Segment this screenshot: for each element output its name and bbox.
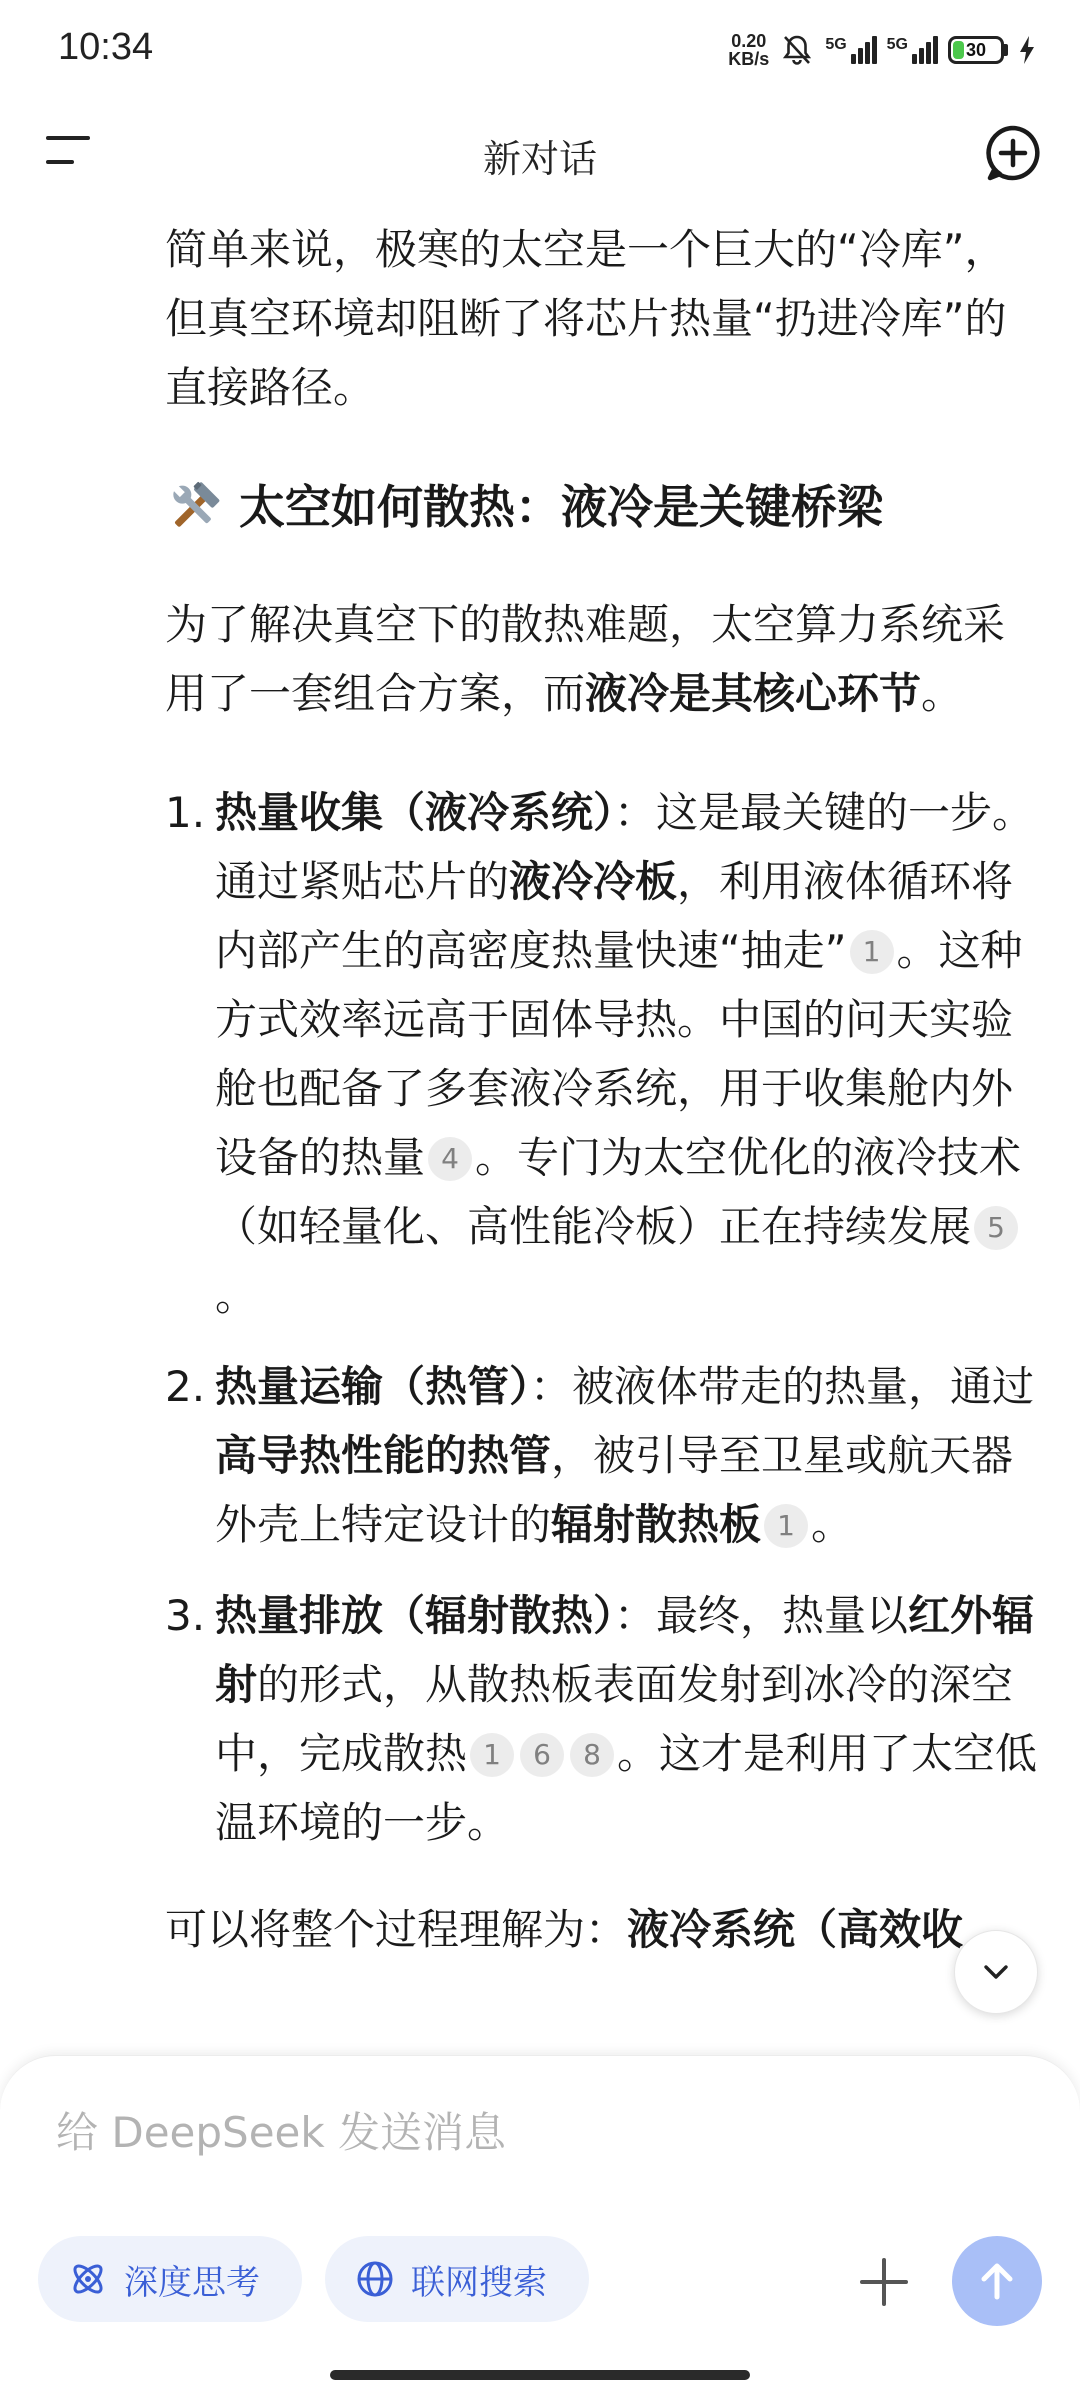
citation-badge[interactable]: 5 <box>974 1206 1018 1250</box>
status-icons <box>728 28 1036 72</box>
attach-button[interactable] <box>856 2254 912 2310</box>
step-bold: 红外辐射 <box>215 1591 1035 1709</box>
step-title: 热量运输（热管） <box>215 1362 531 1411</box>
step-text: 的形式，从散热板表面发射到冰冷的深空中，完成散热 <box>215 1660 1014 1778</box>
signal-sim1-icon <box>825 36 876 64</box>
step-text: 。这才是利用了太空低温环境的一步。 <box>215 1729 1038 1847</box>
message-composer <box>0 2055 1080 2401</box>
citation-badge[interactable]: 8 <box>570 1733 614 1777</box>
paragraph-text: 可以将整个过程理解为： <box>165 1905 628 1954</box>
charging-bolt-icon <box>1018 35 1036 65</box>
citation-badge[interactable]: 1 <box>764 1504 808 1548</box>
network-speed-unit: KB/s <box>728 49 770 69</box>
step-bold: 高导热性能的热管 <box>215 1431 552 1480</box>
web-search-toggle[interactable] <box>325 2236 589 2322</box>
section-heading-text: 太空如何散热：液冷是关键桥梁 <box>239 480 883 534</box>
list-item <box>165 1352 1045 1559</box>
steps-list <box>165 778 1045 1857</box>
citation-badge[interactable]: 4 <box>428 1137 472 1181</box>
sim2-label: 5G <box>886 36 908 53</box>
battery-level: 30 <box>965 39 987 60</box>
citation-badge[interactable]: 6 <box>520 1733 564 1777</box>
paragraph-summary-partial <box>165 1895 1045 1964</box>
message-input[interactable] <box>56 2108 856 2157</box>
sim1-label: 5G <box>825 36 847 53</box>
paragraph-intro-text: 为了解决真空下的散热难题，太空算力系统采用了一套组合方案，而 <box>165 600 1006 718</box>
atom-icon <box>68 2259 108 2299</box>
step-text: 。专门为太空优化的液冷技术（如轻量化、高性能冷板）正在持续发展 <box>215 1133 1022 1251</box>
new-chat-button[interactable] <box>984 124 1042 182</box>
deepthink-toggle[interactable] <box>38 2236 302 2322</box>
step-bold: 液冷冷板 <box>509 857 678 906</box>
paragraph-intro-bold: 液冷是其核心环节 <box>585 669 922 718</box>
signal-sim2-icon <box>887 36 938 64</box>
network-speed-value: 0.20 <box>731 31 767 51</box>
chat-message <box>165 215 1045 1964</box>
step-number: 2. <box>165 1362 206 1411</box>
new-chat-icon <box>984 124 1042 182</box>
app-header <box>0 112 1080 192</box>
globe-icon <box>355 2259 395 2299</box>
step-text: 。这种方式效率远高于固体导热。中国的问天实验舱也配备了多套液冷系统，用于收集舱内外设备的热量 <box>215 926 1023 1182</box>
plus-icon <box>856 2254 912 2310</box>
chevron-down-icon <box>978 1954 1014 1990</box>
status-time: 10:34 <box>58 26 154 68</box>
paragraph-summary: 简单来说，极寒的太空是一个巨大的“冷库”，但真空环境却阻断了将芯片热量“扔进冷库”的直接路径。 <box>165 225 1007 412</box>
step-text: ：这是最关键的一步。通过紧贴芯片的 <box>215 788 1035 906</box>
citation-badge[interactable]: 1 <box>470 1733 514 1777</box>
network-speed <box>728 32 769 68</box>
paragraph-bold: 液冷系统（高效收 <box>627 1905 964 1954</box>
step-title: 热量排放（辐射散热） <box>215 1591 615 1640</box>
arrow-up-icon <box>975 2259 1019 2303</box>
paragraph-intro-end: 。 <box>921 669 964 718</box>
status-bar <box>0 0 1080 100</box>
scroll-to-bottom-button[interactable] <box>954 1930 1038 2014</box>
step-text: ：最终，热量以 <box>614 1591 909 1640</box>
citation-badge[interactable]: 1 <box>850 930 894 974</box>
step-title: 热量收集（液冷系统） <box>215 788 615 837</box>
step-text: 。 <box>811 1500 854 1549</box>
page-title: 新对话 <box>482 137 597 181</box>
bell-muted-icon <box>779 32 815 68</box>
step-text: ：被液体带走的热量，通过 <box>530 1362 1035 1411</box>
list-item <box>165 778 1045 1330</box>
step-text: 。 <box>215 1271 258 1320</box>
home-indicator[interactable] <box>330 2370 750 2380</box>
step-bold: 辐射散热板 <box>551 1500 762 1549</box>
step-text: ，被引导至卫星或航天器外壳上特定设计的 <box>215 1431 1014 1549</box>
battery-icon <box>948 36 1008 64</box>
send-button[interactable] <box>952 2236 1042 2326</box>
step-number: 3. <box>165 1591 206 1640</box>
paragraph-intro <box>165 590 1045 728</box>
web-search-label: 联网搜索 <box>411 2262 547 2303</box>
step-number: 1. <box>165 788 206 837</box>
hammer-wrench-icon <box>165 478 223 536</box>
deepthink-label: 深度思考 <box>124 2262 260 2303</box>
section-heading <box>165 472 1045 542</box>
step-text: ，利用液体循环将内部产生的高密度热量快速“抽走” <box>215 857 1014 975</box>
list-item <box>165 1581 1045 1857</box>
